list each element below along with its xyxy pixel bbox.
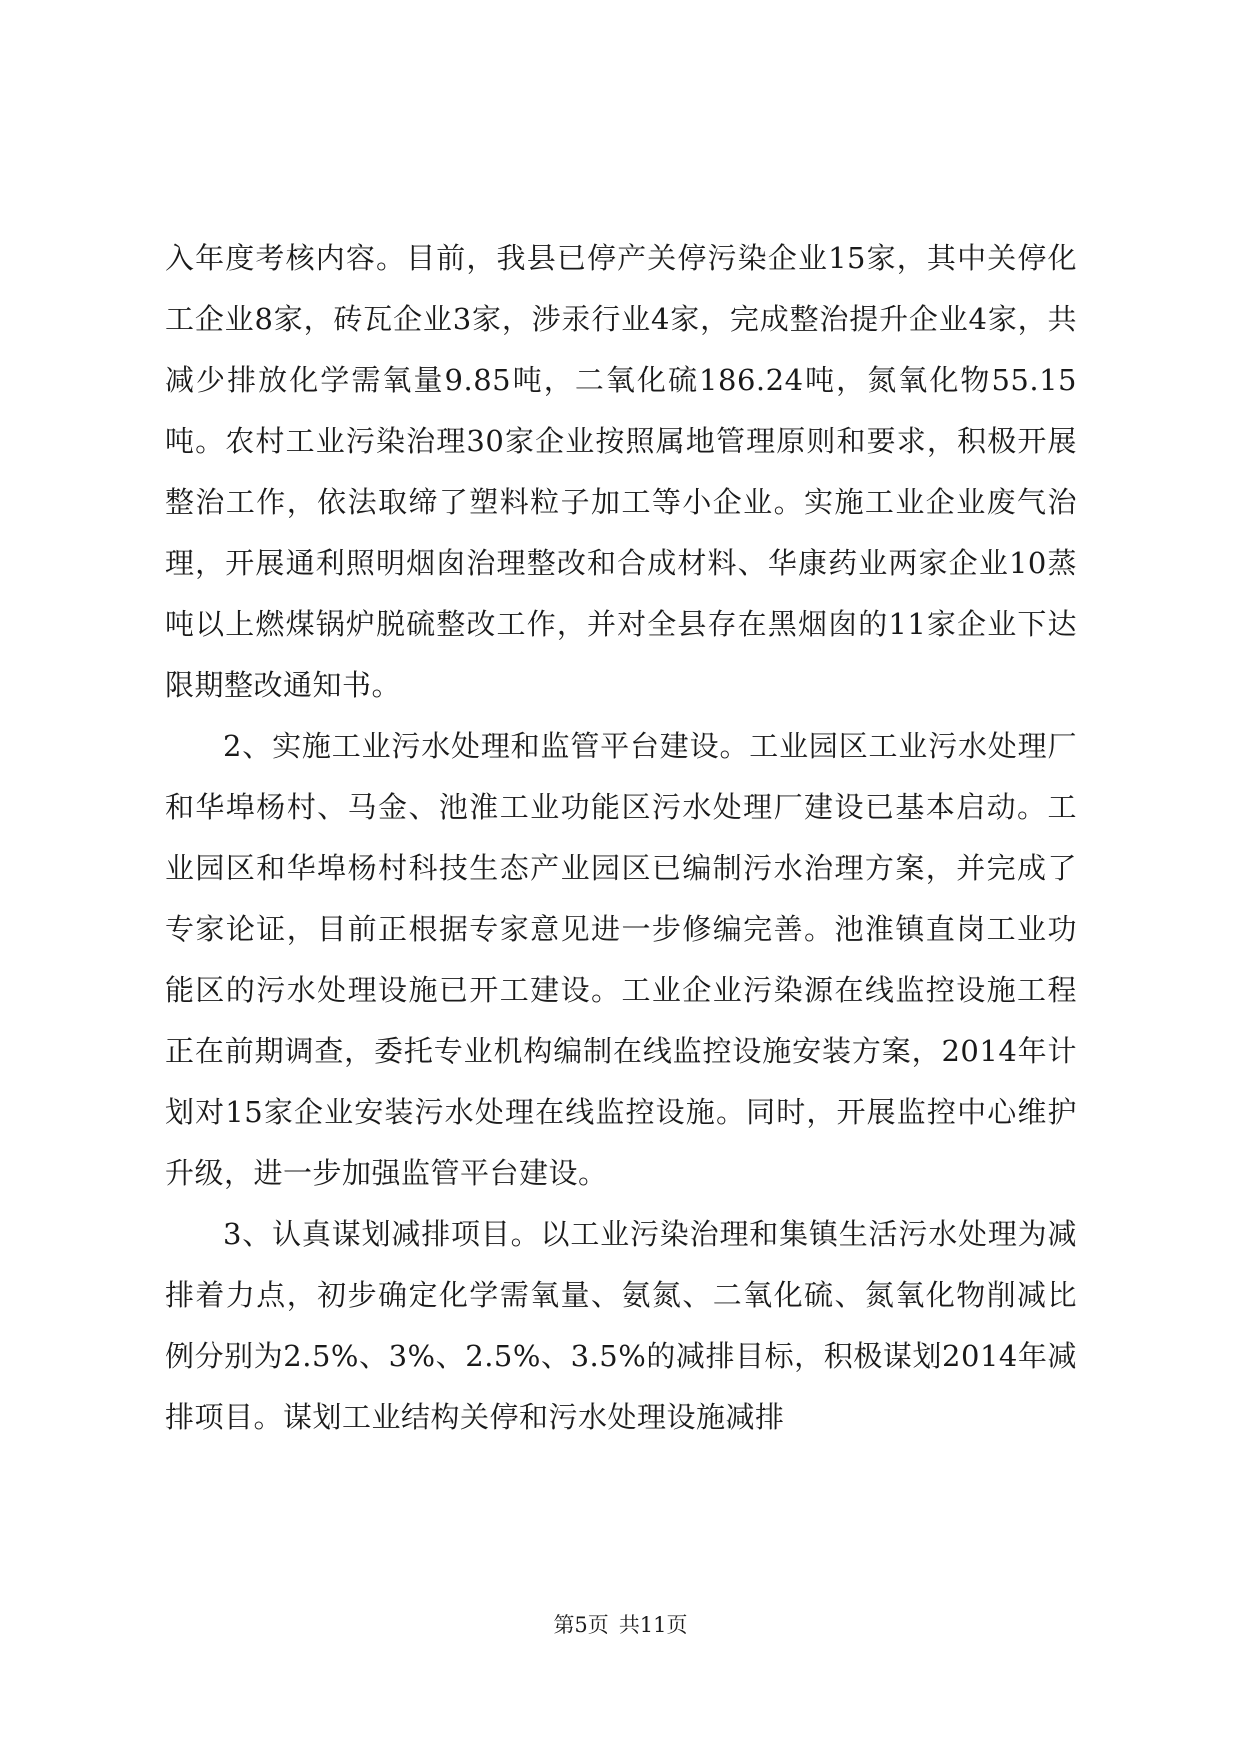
page-number: 第5页 xyxy=(553,1613,609,1637)
page-total: 共11页 xyxy=(618,1613,688,1637)
paragraph-3: 3、认真谋划减排项目。以工业污染治理和集镇生活污水处理为减排着力点，初步确定化学需氧量、氨氮、二氧化硫、氮氧化物削减比例分别为2.5%、3%、2.5%、3.5%的减排目标，积极谋划2014年减排项目。谋划工业结构关停和污水处理设施减排 xyxy=(165,1217,1077,1434)
page-footer xyxy=(0,1610,1241,1640)
paragraph-1: 入年度考核内容。目前，我县已停产关停污染企业15家，其中关停化工企业8家，砖瓦企业3家，涉汞行业4家，完成整治提升企业4家，共减少排放化学需氧量9.85吨，二氧化硫186.24吨，氮氧化物55.15吨。农村工业污染治理30家企业按照属地管理原则和要求，积极开展整治工作，依法取缔了塑料粒子加工等小企业。实施工业企业废气治理，开展通利照明烟囱治理整改和合成材料、华康药业两家企业10蒸吨以上燃煤锅炉脱硫整改工作，并对全县存在黑烟囱的11家企业下达限期整改通知书。 xyxy=(165,241,1077,702)
paragraph-2: 2、实施工业污水处理和监管平台建设。工业园区工业污水处理厂和华埠杨村、马金、池淮工业功能区污水处理厂建设已基本启动。工业园区和华埠杨村科技生态产业园区已编制污水治理方案，并完成了专家论证，目前正根据专家意见进一步修编完善。池淮镇直岗工业功能区的污水处理设施已开工建设。工业企业污染源在线监控设施工程正在前期调查，委托专业机构编制在线监控设施安装方案，2014年计划对15家企业安装污水处理在线监控设施。同时，开展监控中心维护升级，进一步加强监管平台建设。 xyxy=(165,729,1077,1190)
document-body xyxy=(165,228,1077,1448)
